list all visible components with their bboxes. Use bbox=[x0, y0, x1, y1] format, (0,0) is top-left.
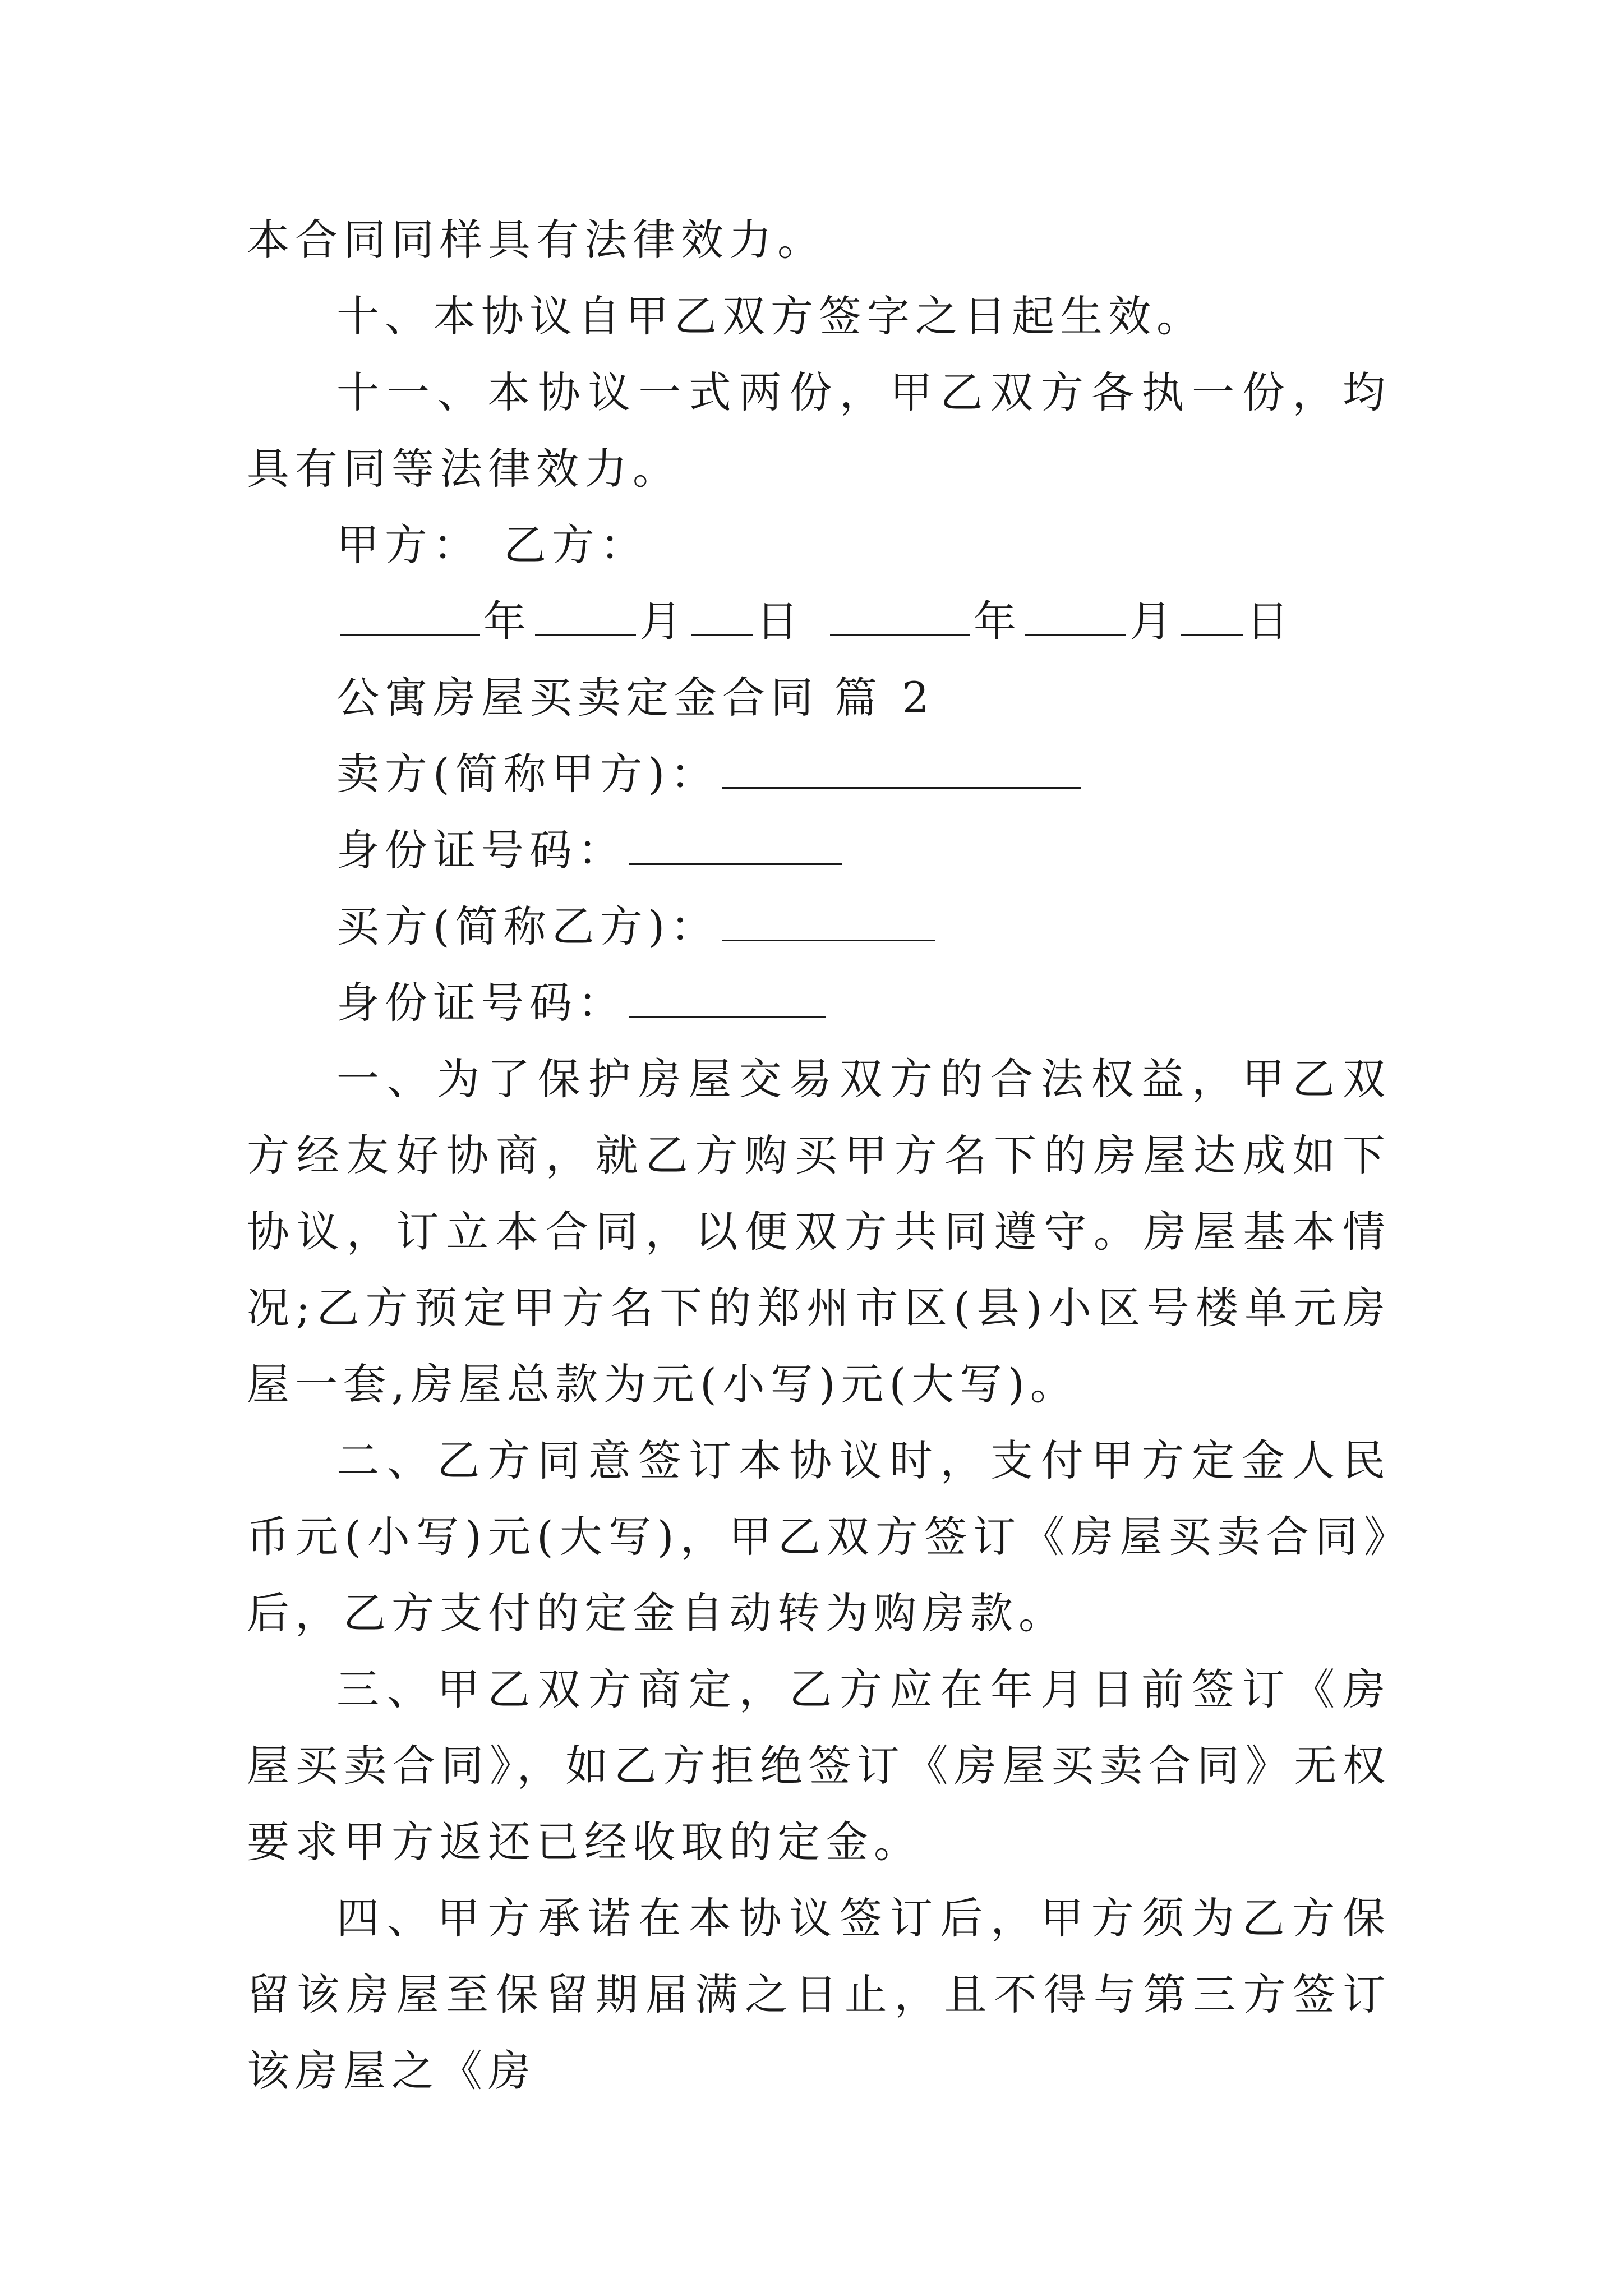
party-a-label: 甲方： bbox=[336, 520, 481, 570]
buyer-label: 买方(简称乙方)： bbox=[336, 901, 719, 951]
party-b-day-blank bbox=[1181, 596, 1243, 636]
party-a-day-label: 日 bbox=[756, 596, 804, 646]
party-b-month-label: 月 bbox=[1129, 596, 1178, 646]
party-b-month-blank bbox=[1025, 596, 1126, 636]
clause-2: 二、乙方同意签订本协议时，支付甲方定金人民币元(小写)元(大写)，甲乙双方签订《房屋买卖合同》后，乙方支付的定金自动转为购房款。 bbox=[247, 1435, 1391, 1638]
section-number: 篇 2 bbox=[834, 673, 935, 723]
party-a-year-blank bbox=[340, 596, 480, 636]
paragraph-continuation: 本合同同样具有法律效力。 bbox=[247, 215, 826, 265]
buyer-name-blank bbox=[722, 901, 935, 941]
buyer-id-line bbox=[247, 965, 1391, 1041]
seller-id-blank bbox=[629, 825, 842, 865]
clause-10: 十、本协议自甲乙双方签字之日起生效。 bbox=[336, 291, 1205, 341]
party-b-year-label: 年 bbox=[974, 596, 1022, 646]
party-a-month-label: 月 bbox=[639, 596, 688, 646]
buyer-id-blank bbox=[629, 978, 826, 1018]
clause-1: 一、为了保护房屋交易双方的合法权益，甲乙双方经友好协商，就乙方购买甲方名下的房屋达成如下协议，订立本合同，以便双方共同遵守。房屋基本情况;乙方预定甲方名下的郑州市区(县)小区号楼单元房屋一套,房屋总款为元(小写)元(大写)。 bbox=[247, 1054, 1391, 1409]
party-a-year-label: 年 bbox=[483, 596, 532, 646]
section-title: 公寓房屋买卖定金合同 bbox=[336, 673, 819, 723]
signature-dates bbox=[247, 583, 1391, 660]
party-a-month-blank bbox=[535, 596, 636, 636]
buyer-id-label: 身份证号码： bbox=[336, 978, 626, 1028]
document-body bbox=[247, 202, 1391, 2109]
party-b-label: 乙方： bbox=[504, 520, 648, 570]
clause-4: 四、甲方承诺在本协议签订后，甲方须为乙方保留该房屋至保留期届满之日止，且不得与第三方签订该房屋之《房 bbox=[247, 1893, 1391, 2096]
party-a-day-blank bbox=[691, 596, 753, 636]
seller-id-label: 身份证号码： bbox=[336, 825, 626, 875]
party-b-day-label: 日 bbox=[1246, 596, 1294, 646]
seller-line bbox=[247, 736, 1391, 812]
seller-id-line bbox=[247, 812, 1391, 889]
buyer-line bbox=[247, 889, 1391, 965]
clause-3: 三、甲乙双方商定，乙方应在年月日前签订《房屋买卖合同》，如乙方拒绝签订《房屋买卖合同》无权要求甲方返还已经收取的定金。 bbox=[247, 1664, 1391, 1867]
signature-parties bbox=[247, 507, 1391, 583]
clause-11: 十一、本协议一式两份，甲乙双方各执一份，均具有同等法律效力。 bbox=[247, 367, 1391, 494]
seller-label: 卖方(简称甲方)： bbox=[336, 749, 719, 799]
seller-name-blank bbox=[722, 749, 1081, 789]
party-b-year-blank bbox=[830, 596, 970, 636]
section-heading bbox=[247, 660, 1391, 736]
